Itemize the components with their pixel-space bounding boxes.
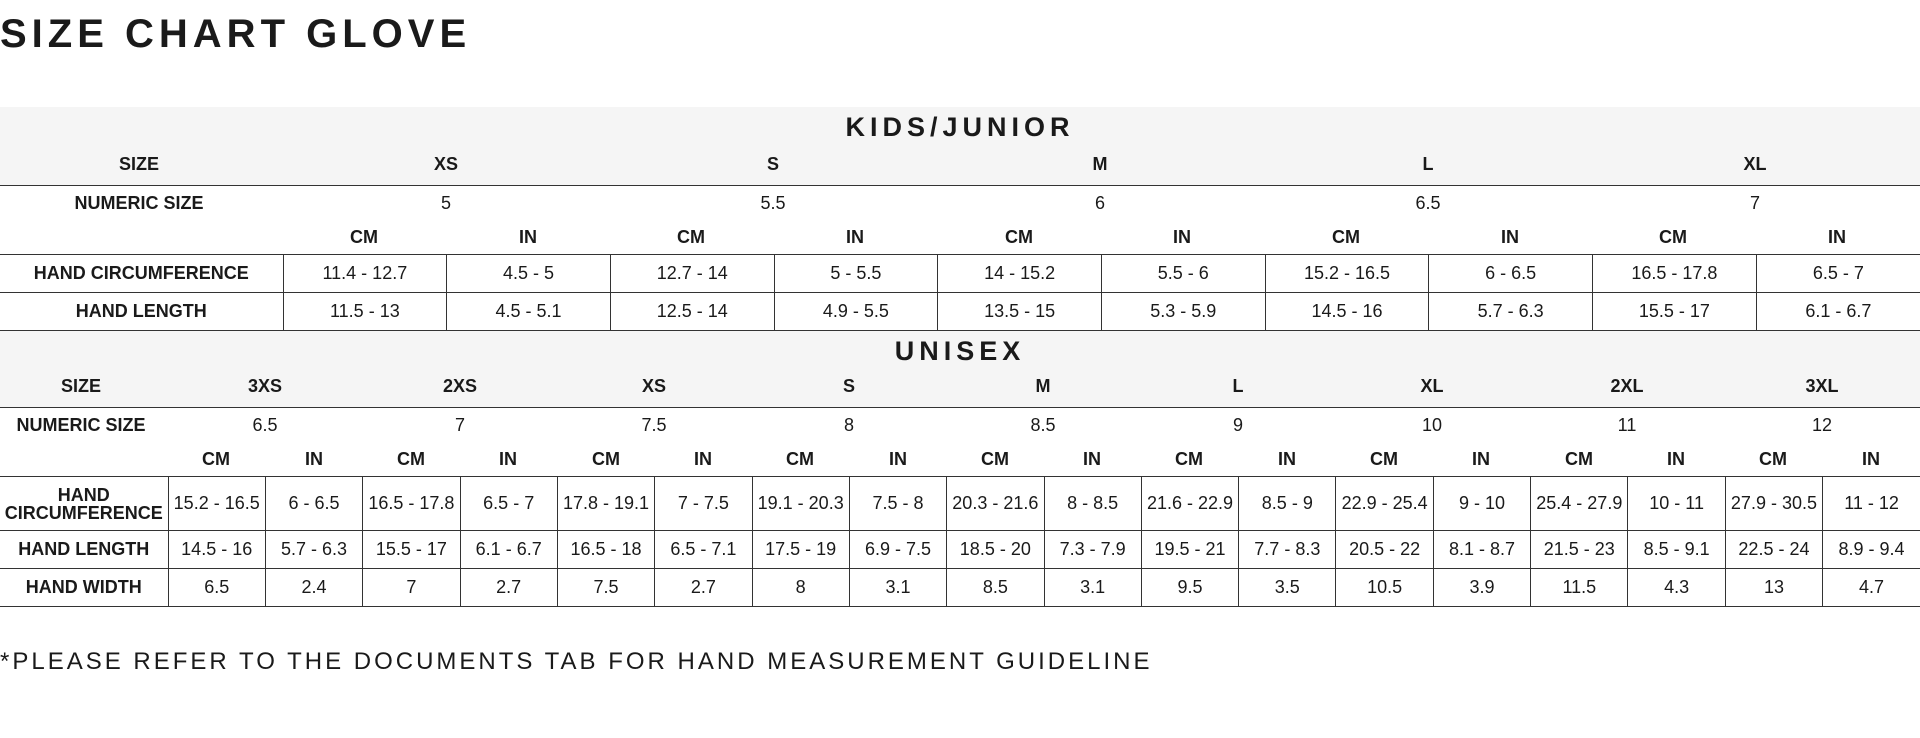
size-label: XL (1420, 376, 1444, 396)
table-row (0, 531, 1920, 569)
table-cell: 5.5 - 6 (1101, 255, 1265, 293)
size-label: 2XS (442, 376, 478, 396)
numeric-size-value: 12 (1811, 415, 1833, 435)
table-cell: 7.5 (557, 569, 654, 607)
kids-numeric-row (0, 185, 1920, 220)
table-cell: 5.7 - 6.3 (1429, 293, 1593, 331)
size-row-label: SIZE (118, 154, 160, 174)
hand-length-label: HAND LENGTH (0, 531, 168, 569)
table-cell: 15.5 - 17 (363, 531, 460, 569)
numeric-size-value: 8.5 (1030, 415, 1056, 435)
table-cell: 5.7 - 6.3 (265, 531, 362, 569)
unit-in: IN (519, 227, 537, 247)
unit-in: IN (1173, 227, 1191, 247)
size-row-label: SIZE (60, 376, 102, 396)
unit-cm: CM (981, 449, 1009, 469)
table-cell: 6.1 - 6.7 (460, 531, 557, 569)
table-cell: 17.8 - 19.1 (557, 477, 654, 531)
unit-in: IN (1472, 449, 1490, 469)
table-cell: 4.5 - 5.1 (447, 293, 611, 331)
page-title: SIZE CHART GLOVE (0, 12, 472, 56)
size-label: M (1035, 376, 1051, 396)
unit-cm: CM (1565, 449, 1593, 469)
table-cell: 4.5 - 5 (447, 255, 611, 293)
table-cell: 10.5 (1336, 569, 1433, 607)
table-cell: 5.3 - 5.9 (1101, 293, 1265, 331)
size-label: S (842, 376, 856, 396)
table-cell: 8.5 - 9 (1239, 477, 1336, 531)
unit-cm: CM (202, 449, 230, 469)
table-cell: 8.9 - 9.4 (1823, 531, 1920, 569)
table-cell: 11.5 - 13 (283, 293, 447, 331)
table-cell: 2.7 (655, 569, 752, 607)
numeric-size-value: 6.5 (252, 415, 278, 435)
numeric-size-value: 10 (1421, 415, 1443, 435)
numeric-size-value: 5 (440, 193, 452, 213)
table-cell: 8.1 - 8.7 (1433, 531, 1530, 569)
kids-header-band (0, 107, 1920, 185)
numeric-size-value: 6 (1094, 193, 1106, 213)
table-cell: 12.7 - 14 (610, 255, 774, 293)
unit-in: IN (1828, 227, 1846, 247)
numeric-size-value: 5.5 (760, 193, 786, 213)
table-cell: 3.1 (849, 569, 946, 607)
numeric-size-value: 11 (1617, 415, 1637, 435)
unit-in: IN (889, 449, 907, 469)
table-cell: 18.5 - 20 (947, 531, 1044, 569)
unit-cm: CM (397, 449, 425, 469)
size-label: L (1422, 154, 1434, 174)
hand-circumference-label: HAND CIRCUMFERENCE (0, 477, 168, 531)
table-cell: 11 - 12 (1823, 477, 1920, 531)
table-cell: 8 (752, 569, 849, 607)
table-cell: 13 (1725, 569, 1822, 607)
footnote: *PLEASE REFER TO THE DOCUMENTS TAB FOR HAND MEASUREMENT GUIDELINE (0, 648, 1153, 675)
unit-cm: CM (350, 227, 378, 247)
table-row (0, 293, 1920, 331)
kids-size-row (0, 146, 1920, 182)
kids-unit-row (0, 220, 1920, 254)
hand-circumference-label: HAND CIRCUMFERENCE (0, 255, 283, 293)
unit-in: IN (1083, 449, 1101, 469)
unit-in: IN (694, 449, 712, 469)
unit-in: IN (1862, 449, 1880, 469)
kids-section-title: KIDS/JUNIOR (845, 112, 1075, 142)
numeric-size-value: 7 (1749, 193, 1761, 213)
table-cell: 22.9 - 25.4 (1336, 477, 1433, 531)
unit-cm: CM (677, 227, 705, 247)
table-cell: 9 - 10 (1433, 477, 1530, 531)
table-cell: 9.5 (1141, 569, 1238, 607)
size-label: XS (433, 154, 459, 174)
table-cell: 15.5 - 17 (1593, 293, 1757, 331)
table-cell: 16.5 - 17.8 (363, 477, 460, 531)
unit-in: IN (1278, 449, 1296, 469)
table-cell: 8.5 (947, 569, 1044, 607)
table-cell: 3.1 (1044, 569, 1141, 607)
unit-in: IN (1667, 449, 1685, 469)
unit-cm: CM (1332, 227, 1360, 247)
table-cell: 8.5 - 9.1 (1628, 531, 1725, 569)
unisex-section (0, 331, 1920, 607)
table-row (0, 569, 1920, 607)
numeric-size-value: 9 (1232, 415, 1244, 435)
table-cell: 14.5 - 16 (1265, 293, 1429, 331)
table-cell: 6 - 6.5 (1429, 255, 1593, 293)
unit-cm: CM (592, 449, 620, 469)
numeric-size-label: NUMERIC SIZE (74, 193, 204, 213)
size-label: XS (641, 376, 667, 396)
hand-length-label: HAND LENGTH (0, 293, 283, 331)
unit-in: IN (305, 449, 323, 469)
table-cell: 14 - 15.2 (938, 255, 1102, 293)
numeric-size-value: 8 (843, 415, 855, 435)
table-cell: 6.5 - 7 (1756, 255, 1920, 293)
unisex-numeric-row (0, 407, 1920, 442)
table-cell: 6 - 6.5 (265, 477, 362, 531)
table-cell: 3.5 (1239, 569, 1336, 607)
table-cell: 17.5 - 19 (752, 531, 849, 569)
table-cell: 11.5 (1531, 569, 1628, 607)
hand-width-label: HAND WIDTH (0, 569, 168, 607)
table-cell: 19.5 - 21 (1141, 531, 1238, 569)
table-cell: 7.5 - 8 (849, 477, 946, 531)
size-label: L (1232, 376, 1244, 396)
unisex-section-title: UNISEX (894, 336, 1026, 366)
kids-junior-section (0, 107, 1920, 331)
table-cell: 6.9 - 7.5 (849, 531, 946, 569)
table-row (0, 255, 1920, 293)
numeric-size-label: NUMERIC SIZE (16, 415, 146, 435)
unit-cm: CM (1759, 449, 1787, 469)
table-row (0, 477, 1920, 531)
unisex-measurement-table (0, 476, 1920, 607)
unit-in: IN (1501, 227, 1519, 247)
table-cell: 15.2 - 16.5 (168, 477, 265, 531)
unit-in: IN (499, 449, 517, 469)
table-cell: 7 - 7.5 (655, 477, 752, 531)
unisex-size-row (0, 370, 1920, 405)
unisex-header-band (0, 331, 1920, 407)
unisex-unit-row (0, 442, 1920, 476)
table-cell: 14.5 - 16 (168, 531, 265, 569)
table-cell: 6.1 - 6.7 (1756, 293, 1920, 331)
table-cell: 25.4 - 27.9 (1531, 477, 1628, 531)
table-cell: 5 - 5.5 (774, 255, 938, 293)
table-cell: 16.5 - 18 (557, 531, 654, 569)
table-cell: 21.5 - 23 (1531, 531, 1628, 569)
table-cell: 2.7 (460, 569, 557, 607)
table-cell: 7 (363, 569, 460, 607)
table-cell: 20.5 - 22 (1336, 531, 1433, 569)
size-label: 3XS (247, 376, 283, 396)
size-label: 3XL (1805, 376, 1839, 396)
unit-cm: CM (1175, 449, 1203, 469)
table-cell: 27.9 - 30.5 (1725, 477, 1822, 531)
table-cell: 7.3 - 7.9 (1044, 531, 1141, 569)
table-cell: 15.2 - 16.5 (1265, 255, 1429, 293)
unit-cm: CM (786, 449, 814, 469)
table-cell: 4.7 (1823, 569, 1920, 607)
unit-cm: CM (1659, 227, 1687, 247)
kids-measurement-table (0, 254, 1920, 331)
table-cell: 4.3 (1628, 569, 1725, 607)
size-label: S (766, 154, 780, 174)
table-cell: 6.5 - 7.1 (655, 531, 752, 569)
size-label: XL (1743, 154, 1767, 174)
size-label: 2XL (1610, 376, 1644, 396)
numeric-size-value: 7 (454, 415, 466, 435)
table-cell: 7.7 - 8.3 (1239, 531, 1336, 569)
table-cell: 10 - 11 (1628, 477, 1725, 531)
table-cell: 6.5 (168, 569, 265, 607)
table-cell: 16.5 - 17.8 (1593, 255, 1757, 293)
table-cell: 13.5 - 15 (938, 293, 1102, 331)
table-cell: 20.3 - 21.6 (947, 477, 1044, 531)
table-cell: 21.6 - 22.9 (1141, 477, 1238, 531)
table-cell: 4.9 - 5.5 (774, 293, 938, 331)
size-label: M (1092, 154, 1108, 174)
table-cell: 3.9 (1433, 569, 1530, 607)
table-cell: 12.5 - 14 (610, 293, 774, 331)
numeric-size-value: 7.5 (641, 415, 667, 435)
table-cell: 8 - 8.5 (1044, 477, 1141, 531)
table-cell: 6.5 - 7 (460, 477, 557, 531)
unit-cm: CM (1370, 449, 1398, 469)
numeric-size-value: 6.5 (1415, 193, 1441, 213)
table-cell: 19.1 - 20.3 (752, 477, 849, 531)
table-cell: 22.5 - 24 (1725, 531, 1822, 569)
unit-cm: CM (1005, 227, 1033, 247)
table-cell: 2.4 (265, 569, 362, 607)
unit-in: IN (846, 227, 864, 247)
table-cell: 11.4 - 12.7 (283, 255, 447, 293)
